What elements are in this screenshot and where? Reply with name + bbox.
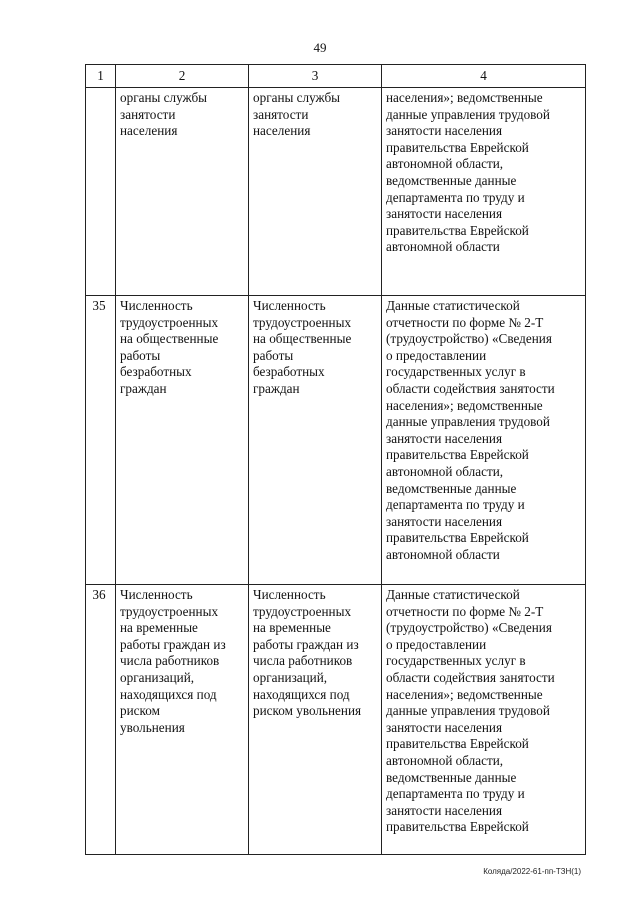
page-number: 49	[313, 40, 327, 55]
table-header-row	[86, 65, 586, 88]
table-row	[86, 88, 586, 296]
document-table	[85, 64, 586, 855]
row-number: 36	[86, 585, 116, 855]
data-source-cell: Данные статистической отчетности по форме № 2-Т (трудоустройство) «Сведения о предоставлении государственных услуг в области содействия занятости населения»; ведомственные данные управления трудовой занятости населения правительства Еврейской автономной области, ведомственные данные департамента по труду и занятости населения правительства Еврейской	[382, 585, 586, 855]
data-source-cell: Данные статистической отчетности по форме № 2-Т (трудоустройство) «Сведения о предоставлении государственных услуг в области содействия занятости населения»; ведомственные данные управления трудовой занятости населения правительства Еврейской автономной области, ведомственные данные департамента по труду и занятости населения правительства Еврейской автономной области	[382, 296, 586, 585]
row-number: 35	[86, 296, 116, 585]
indicator-name-cell: Численность трудоустроенных на общественные работы безработных граждан	[116, 296, 249, 585]
header-col-3: 3	[249, 65, 382, 88]
data-source-cell: населения»; ведомственные данные управления трудовой занятости населения правительства Еврейской автономной области, ведомственные данные департамента по труду и занятости населения правительства Еврейской автономной области	[382, 88, 586, 296]
indicator-name-cell: Численность трудоустроенных на временные работы граждан из числа работников организаций, находящихся под риском увольнения	[116, 585, 249, 855]
table-row	[86, 296, 586, 585]
row-number	[86, 88, 116, 296]
header-col-4: 4	[382, 65, 586, 88]
header-col-2: 2	[116, 65, 249, 88]
indicator-name-cell: органы службы занятости населения	[249, 88, 382, 296]
header-col-1: 1	[86, 65, 116, 88]
indicator-name-cell: Численность трудоустроенных на общественные работы безработных граждан	[249, 296, 382, 585]
indicator-name-cell: органы службы занятости населения	[116, 88, 249, 296]
document-registration-code: Коляда/2022-61-пп-ТЗН(1)	[483, 867, 581, 876]
table-row	[86, 585, 586, 855]
indicator-name-cell: Численность трудоустроенных на временные работы граждан из числа работников организаций, находящихся под риском увольнения	[249, 585, 382, 855]
